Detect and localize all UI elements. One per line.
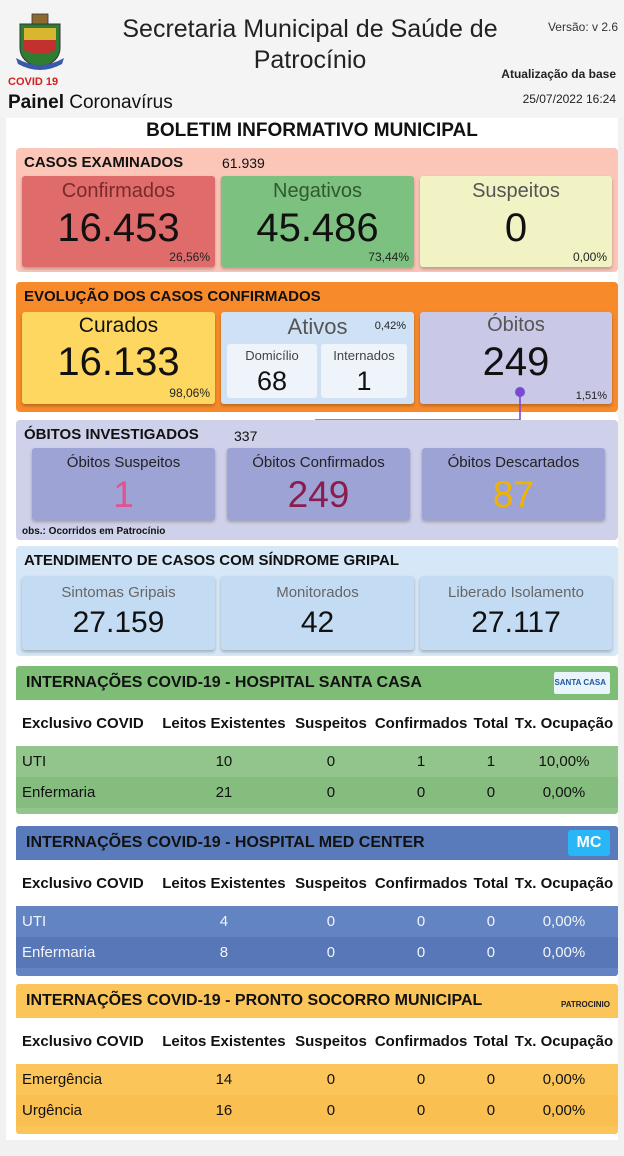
active-label: Ativos [287,314,348,339]
hospitalized-label: Internados [333,348,395,363]
monitored-label: Monitorados [276,584,359,601]
hospital-table [16,1018,618,1126]
suspect-deaths-label: Óbitos Suspeitos [66,454,181,471]
confirmed-pct: 26,56% [169,250,210,264]
hospital-title: INTERNAÇÕES COVID-19 - PRONTO SOCORRO MUNICIPAL PATROCINIO [16,984,618,1018]
home-label: Domicílio [245,348,299,363]
investigated-note: obs.: Ocorridos em Patrocínio [22,526,166,537]
confirmed-deaths-box[interactable] [227,448,410,520]
confirmed-value: 16.453 [57,206,180,250]
table-cell: 0 [416,944,426,961]
hospital-med-center-table [16,826,618,976]
table-cell: 0,00% [542,784,586,801]
hospital-santa-casa-table [16,666,618,814]
table-cell: 10,00% [538,753,590,770]
table-row [16,746,618,777]
table-cell: Enfermaria [22,784,96,801]
page-title: Secretaria Municipal de Saúde de Patrocínio [122,15,498,74]
hospital-title: INTERNAÇÕES COVID-19 - HOSPITAL SANTA CASA SANTA CASA [16,666,618,700]
column-header: Exclusivo COVID [22,874,144,892]
column-header: Total [473,874,509,892]
column-header: Suspeitos [295,874,367,892]
table-cell: 1 [416,753,426,770]
hospital-title: INTERNAÇÕES COVID-19 - HOSPITAL MED CENTER MC [16,826,618,860]
table-cell: 0,00% [542,913,586,930]
table-cell: 0 [416,1102,426,1119]
table-cell: 0,00% [542,1102,586,1119]
discarded-deaths-label: Óbitos Descartados [447,454,580,471]
update-date: 25/07/2022 16:24 [522,92,616,106]
bulletin-title: BOLETIM INFORMATIVO MUNICIPAL [146,120,478,141]
table-cell: Enfermaria [22,944,96,961]
table-cell: 4 [219,913,229,930]
confirmed-label: Confirmados [61,180,176,202]
table-row [16,1064,618,1095]
column-header: Leitos Existentes [162,714,286,732]
table-cell: 0 [486,913,496,930]
table-cell: 10 [215,753,233,770]
flu-symptoms-box[interactable] [22,576,215,650]
santa-casa-logo-icon: SANTA CASA [554,672,610,694]
table-cell: 0,00% [542,1071,586,1088]
monitored-box[interactable] [221,576,414,650]
deaths-label: Óbitos [487,314,545,336]
column-header: Exclusivo COVID [22,1032,144,1050]
confirmed-deaths-value: 249 [287,474,350,515]
table-row [16,906,618,937]
column-header: Tx. Ocupação [514,714,614,732]
table-cell: 0 [416,784,426,801]
negative-pct: 73,44% [368,250,409,264]
cured-pct: 98,06% [169,386,210,400]
suspect-pct: 0,00% [572,250,607,264]
discarded-deaths-value: 87 [492,474,535,515]
home-value: 68 [256,366,288,396]
released-value: 27.117 [471,606,561,639]
confirmed-deaths-label: Óbitos Confirmados [252,454,385,471]
column-header: Leitos Existentes [162,1032,286,1050]
released-label: Liberado Isolamento [448,584,584,601]
column-header: Confirmados [374,874,468,892]
suspect-deaths-value: 1 [113,474,134,515]
examined-section [16,148,618,272]
table-cell: 0 [326,1102,336,1119]
column-header: Exclusivo COVID [22,714,144,732]
table-cell: 14 [215,1071,233,1088]
med-center-logo-icon: MC [568,830,610,856]
suspect-deaths-box[interactable] [32,448,215,520]
investigated-section [16,420,618,540]
table-cell: 0 [326,784,336,801]
confirmed-box[interactable] [22,176,215,267]
suspect-box[interactable] [420,176,612,267]
examined-total: 61.939 [222,155,265,171]
table-cell: Urgência [22,1102,83,1119]
pronto-socorro-table [16,984,618,1134]
suspect-label: Suspeitos [472,180,560,202]
table-row [16,937,618,968]
hospital-table [16,700,618,808]
discarded-deaths-box[interactable] [422,448,605,520]
patrocinio-logo-icon: PATROCINIO [560,1000,610,1009]
column-header: Tx. Ocupação [514,874,614,892]
deaths-pct: 1,51% [575,390,607,402]
column-header: Tx. Ocupação [514,1032,614,1050]
table-cell: 8 [219,944,229,961]
deaths-value: 249 [482,340,550,384]
table-cell: 0 [326,753,336,770]
table-cell: 0,00% [542,944,586,961]
table-cell: UTI [22,753,47,770]
negative-box[interactable] [221,176,414,267]
flu-symptoms-label: Sintomas Gripais [61,584,176,601]
column-header: Total [473,714,509,732]
table-cell: Emergência [22,1071,103,1088]
table-cell: 21 [215,784,233,801]
cured-box[interactable] [22,312,215,404]
table-cell: 0 [416,1071,426,1088]
investigated-total: 337 [234,428,258,444]
table-cell: 0 [326,1071,336,1088]
table-cell: 16 [215,1102,233,1119]
hospital-table [16,860,618,968]
suspect-value: 0 [504,206,528,250]
negative-value: 45.486 [256,206,379,250]
hospitalized-value: 1 [356,366,372,396]
table-cell: 0 [486,1071,496,1088]
investigated-title: ÓBITOS INVESTIGADOS [24,426,199,443]
column-header: Suspeitos [295,1032,367,1050]
column-header: Suspeitos [295,714,367,732]
flu-syndrome-title: ATENDIMENTO DE CASOS COM SÍNDROME GRIPAL [24,552,400,569]
table-cell: UTI [22,913,47,930]
column-header: Leitos Existentes [162,874,286,892]
table-cell: 0 [486,784,496,801]
evolution-title: EVOLUÇÃO DOS CASOS CONFIRMADOS [24,288,321,305]
table-cell: 0 [486,1102,496,1119]
app-header [0,0,624,118]
examined-title: CASOS EXAMINADOS [24,154,184,171]
column-header: Confirmados [374,1032,468,1050]
covid-label: COVID 19 [8,76,59,88]
column-header: Total [473,1032,509,1050]
table-cell: 1 [486,753,496,770]
cured-value: 16.133 [57,340,180,384]
table-row [16,1095,618,1126]
flu-syndrome-section [16,546,618,656]
table-cell: 0 [326,944,336,961]
negative-label: Negativos [273,180,362,202]
flu-symptoms-value: 27.159 [72,606,165,639]
version-label: Versão: v 2.6 [547,20,618,34]
municipal-crest-icon [14,10,66,72]
active-pct: 0,42% [374,320,406,332]
table-cell: 0 [416,913,426,930]
update-label: Atualização da base [501,67,616,81]
table-cell: 0 [486,944,496,961]
monitored-value: 42 [300,606,335,639]
panel-title: Painel Coronavírus [8,92,173,113]
released-box[interactable] [420,576,612,650]
table-cell: 0 [326,913,336,930]
column-header: Confirmados [374,714,468,732]
cured-label: Curados [78,314,159,337]
table-row [16,777,618,808]
